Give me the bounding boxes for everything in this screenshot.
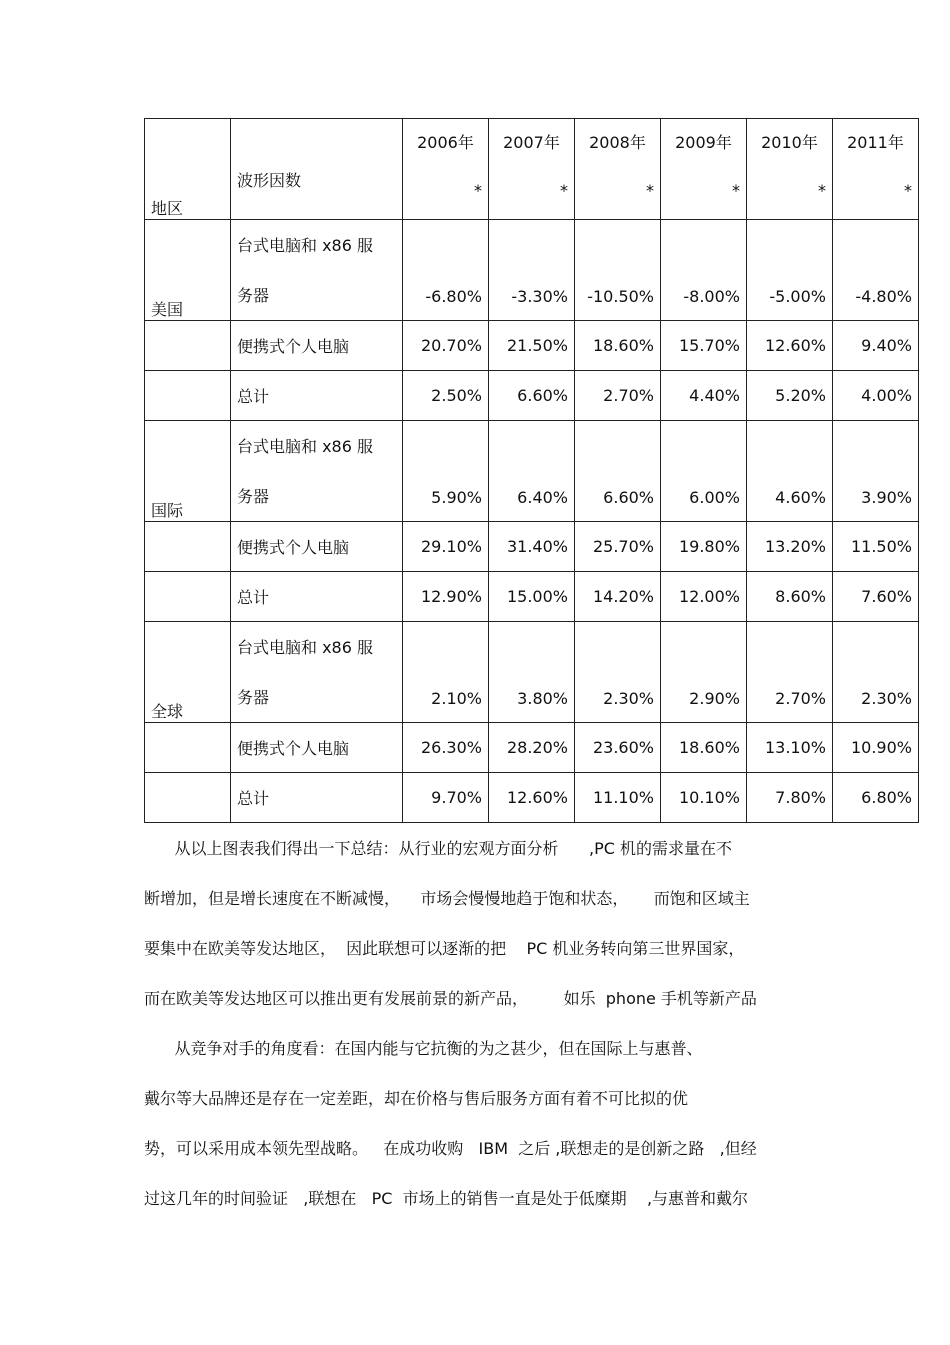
value-cell: 6.60% <box>575 421 661 522</box>
year-label: 2007年 <box>503 133 560 152</box>
value-cell: 6.00% <box>661 421 747 522</box>
header-region: 地区 <box>145 119 231 220</box>
growth-table <box>144 118 919 823</box>
paragraph-line: 要集中在欧美等发达地区， 因此联想可以逐渐的把 PC 机业务转向第三世界国家， <box>144 939 745 958</box>
value-cell: 2.30% <box>575 622 661 723</box>
year-mark: * <box>474 181 482 200</box>
value-cell: 4.40% <box>661 371 747 421</box>
paragraph-line: 戴尔等大品牌还是存在一定差距，却在价格与售后服务方面有着不可比拟的优 <box>144 1089 689 1108</box>
factor-cell <box>231 622 403 723</box>
table-row <box>145 723 919 773</box>
year-label: 2008年 <box>589 133 646 152</box>
value-cell: 10.10% <box>661 773 747 823</box>
factor-line: 务器 <box>237 286 270 305</box>
growth-table-body <box>145 119 919 823</box>
region-cell <box>145 572 231 622</box>
table-row <box>145 321 919 371</box>
value-cell: 3.80% <box>489 622 575 723</box>
paragraph-line: 断增加，但是增长速度在不断减慢， 市场会慢慢地趋于饱和状态， 而饱和区域主 <box>144 889 750 908</box>
value-cell: 14.20% <box>575 572 661 622</box>
table-row <box>145 421 919 522</box>
value-cell: 25.70% <box>575 522 661 572</box>
value-cell: 2.70% <box>575 371 661 421</box>
table-row <box>145 773 919 823</box>
value-cell: 2.90% <box>661 622 747 723</box>
value-cell: 31.40% <box>489 522 575 572</box>
value-cell: 23.60% <box>575 723 661 773</box>
factor-line: 台式电脑和 x86 服 <box>237 437 374 456</box>
value-cell: 6.40% <box>489 421 575 522</box>
value-cell: 8.60% <box>747 572 833 622</box>
factor-cell: 总计 <box>231 572 403 622</box>
region-cell <box>145 371 231 421</box>
value-cell: -4.80% <box>833 220 919 321</box>
factor-line: 台式电脑和 x86 服 <box>237 638 374 657</box>
value-cell: 13.20% <box>747 522 833 572</box>
factor-line: 务器 <box>237 487 270 506</box>
value-cell: 7.80% <box>747 773 833 823</box>
factor-cell: 总计 <box>231 371 403 421</box>
year-label: 2010年 <box>761 133 818 152</box>
header-year <box>575 119 661 220</box>
paragraph-line: 而在欧美等发达地区可以推出更有发展前景的新产品， 如乐 phone 手机等新产品 <box>144 989 757 1008</box>
paragraph-summary <box>144 824 824 1024</box>
value-cell: 29.10% <box>403 522 489 572</box>
value-cell: 5.90% <box>403 421 489 522</box>
value-cell: 12.60% <box>747 321 833 371</box>
paragraph-line: 势，可以采用成本领先型战略。 在成功收购 IBM 之后 ,联想走的是创新之路 ,但经 <box>144 1139 757 1158</box>
value-cell: 6.60% <box>489 371 575 421</box>
value-cell: -10.50% <box>575 220 661 321</box>
value-cell: 28.20% <box>489 723 575 773</box>
factor-cell <box>231 220 403 321</box>
region-cell: 全球 <box>145 622 231 723</box>
paragraph-line: 过这几年的时间验证 ,联想在 PC 市场上的销售一直是处于低糜期 ,与惠普和戴尔 <box>144 1189 749 1208</box>
value-cell: 9.70% <box>403 773 489 823</box>
value-cell: 2.10% <box>403 622 489 723</box>
value-cell: 2.30% <box>833 622 919 723</box>
value-cell: 12.00% <box>661 572 747 622</box>
paragraph-competition <box>144 1024 824 1224</box>
region-cell <box>145 723 231 773</box>
value-cell: 4.00% <box>833 371 919 421</box>
region-cell: 国际 <box>145 421 231 522</box>
factor-cell: 便携式个人电脑 <box>231 723 403 773</box>
header-year <box>747 119 833 220</box>
value-cell: 20.70% <box>403 321 489 371</box>
value-cell: 3.90% <box>833 421 919 522</box>
factor-cell: 便携式个人电脑 <box>231 321 403 371</box>
value-cell: 15.00% <box>489 572 575 622</box>
value-cell: 2.70% <box>747 622 833 723</box>
year-mark: * <box>646 181 654 200</box>
header-year <box>403 119 489 220</box>
table-row <box>145 220 919 321</box>
year-label: 2011年 <box>847 133 904 152</box>
value-cell: 12.90% <box>403 572 489 622</box>
factor-cell <box>231 421 403 522</box>
year-label: 2006年 <box>417 133 474 152</box>
region-cell: 美国 <box>145 220 231 321</box>
value-cell: 19.80% <box>661 522 747 572</box>
table-row <box>145 522 919 572</box>
value-cell: 2.50% <box>403 371 489 421</box>
year-mark: * <box>818 181 826 200</box>
value-cell: 9.40% <box>833 321 919 371</box>
year-mark: * <box>904 181 912 200</box>
value-cell: 7.60% <box>833 572 919 622</box>
region-cell <box>145 773 231 823</box>
value-cell: 13.10% <box>747 723 833 773</box>
table-row <box>145 622 919 723</box>
value-cell: 4.60% <box>747 421 833 522</box>
year-mark: * <box>560 181 568 200</box>
value-cell: 21.50% <box>489 321 575 371</box>
value-cell: 11.50% <box>833 522 919 572</box>
table-row <box>145 371 919 421</box>
factor-line: 务器 <box>237 688 270 707</box>
value-cell: -5.00% <box>747 220 833 321</box>
value-cell: 6.80% <box>833 773 919 823</box>
value-cell: -8.00% <box>661 220 747 321</box>
region-cell <box>145 522 231 572</box>
value-cell: -3.30% <box>489 220 575 321</box>
header-factor: 波形因数 <box>231 119 403 220</box>
value-cell: 18.60% <box>575 321 661 371</box>
paragraph-line: 从以上图表我们得出一下总结：从行业的宏观方面分析 ,PC 机的需求量在不 <box>144 839 733 858</box>
value-cell: 12.60% <box>489 773 575 823</box>
value-cell: 10.90% <box>833 723 919 773</box>
value-cell: 5.20% <box>747 371 833 421</box>
factor-cell: 便携式个人电脑 <box>231 522 403 572</box>
value-cell: 11.10% <box>575 773 661 823</box>
region-cell <box>145 321 231 371</box>
value-cell: -6.80% <box>403 220 489 321</box>
year-mark: * <box>732 181 740 200</box>
value-cell: 26.30% <box>403 723 489 773</box>
value-cell: 18.60% <box>661 723 747 773</box>
table-header-row <box>145 119 919 220</box>
factor-cell: 总计 <box>231 773 403 823</box>
header-year <box>489 119 575 220</box>
header-year <box>833 119 919 220</box>
factor-line: 台式电脑和 x86 服 <box>237 236 374 255</box>
value-cell: 15.70% <box>661 321 747 371</box>
header-year <box>661 119 747 220</box>
table-row <box>145 572 919 622</box>
paragraph-line: 从竞争对手的角度看：在国内能与它抗衡的为之甚少，但在国际上与惠普、 <box>144 1039 703 1058</box>
year-label: 2009年 <box>675 133 732 152</box>
